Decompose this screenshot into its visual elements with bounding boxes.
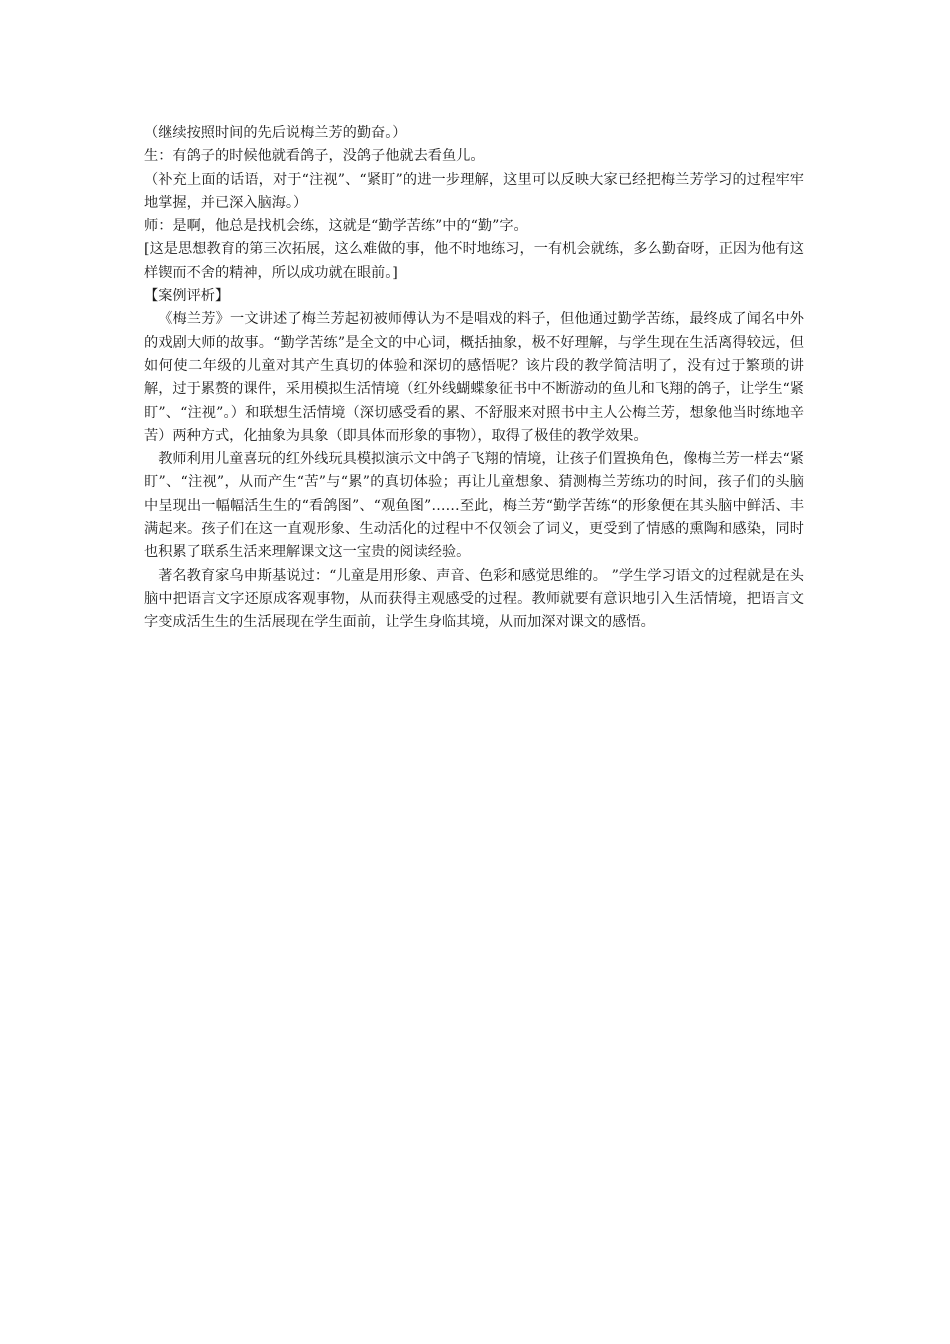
analysis-paragraph: 著名教育家乌申斯基说过：“儿童是用形象、声音、色彩和感觉思维的。 ”学生学习语文的过程就是在头脑中把语言文字还原成客观事物，从而获得主观感受的过程。教师就要有意识地引入生活情境，把语言文字变成活生生的生活展现在学生面前，让学生身临其境，从而加深对课文的感悟。 [144,567,804,631]
supplement-note: （补充上面的话语，对于“注视”、“紧盯”的进一步理解，这里可以反映大家已经把梅兰芳学习的过程牢牢地掌握，并已深入脑海。） [144,171,804,211]
student-dialogue-line: 生：有鸽子的时候他就看鸽子，没鸽子他就去看鱼儿。 [144,148,485,165]
analysis-paragraph: 《梅兰芳》一文讲述了梅兰芳起初被师傅认为不是唱戏的料子，但他通过勤学苦练，最终成了闻名中外的戏剧大师的故事。“勤学苦练”是全文的中心词，概括抽象，极不好理解，与学生现在生活离得较远，但如何使二年级的儿童对其产生真切的体验和深切的感悟呢？该片段的教学简洁明了，没有过于繁琐的讲解，过于累赘的课件，采用模拟生活情境（红外线蝴蝶象征书中不断游动的鱼儿和飞翔的鸽子，让学生“紧盯”、“注视”。）和联想生活情境（深切感受看的累、不舒服来对照书中主人公梅兰芳，想象他当时练地辛苦）两种方式，化抽象为具象（即具体而形象的事物），取得了极佳的教学效果。 [144,311,804,444]
education-note: [这是思想教育的第三次拓展，这么难做的事，他不时地练习，一有机会就练，多么勤奋呀，正因为他有这样锲而不舍的精神，所以成功就在眼前。] [144,241,804,281]
section-title: 【案例评析】 [144,288,230,305]
narration-line: （继续按照时间的先后说梅兰芳的勤奋。） [144,125,407,141]
teacher-dialogue-line: 师：是啊，他总是找机会练，这就是“勤学苦练”中的“勤”字。 [144,218,528,235]
analysis-paragraph: 教师利用儿童喜玩的红外线玩具模拟演示文中鸽子飞翔的情境，让孩子们置换角色，像梅兰芳一样去“紧盯”、“注视”，从而产生“苦”与“累”的真切体验；再让儿童想象、猜测梅兰芳练功的时间，孩子们的头脑中呈现出一幅幅活生生的“看鸽图”、“观鱼图”……至此，梅兰芳“勤学苦练“的形象便在其头脑中鲜活、丰满起来。孩子们在这一直观形象、生动活化的过程中不仅领会了词义，更受到了情感的熏陶和感染，同时也积累了联系生活来理解课文这一宝贵的阅读经验。 [144,451,804,561]
document-body [144,122,804,635]
